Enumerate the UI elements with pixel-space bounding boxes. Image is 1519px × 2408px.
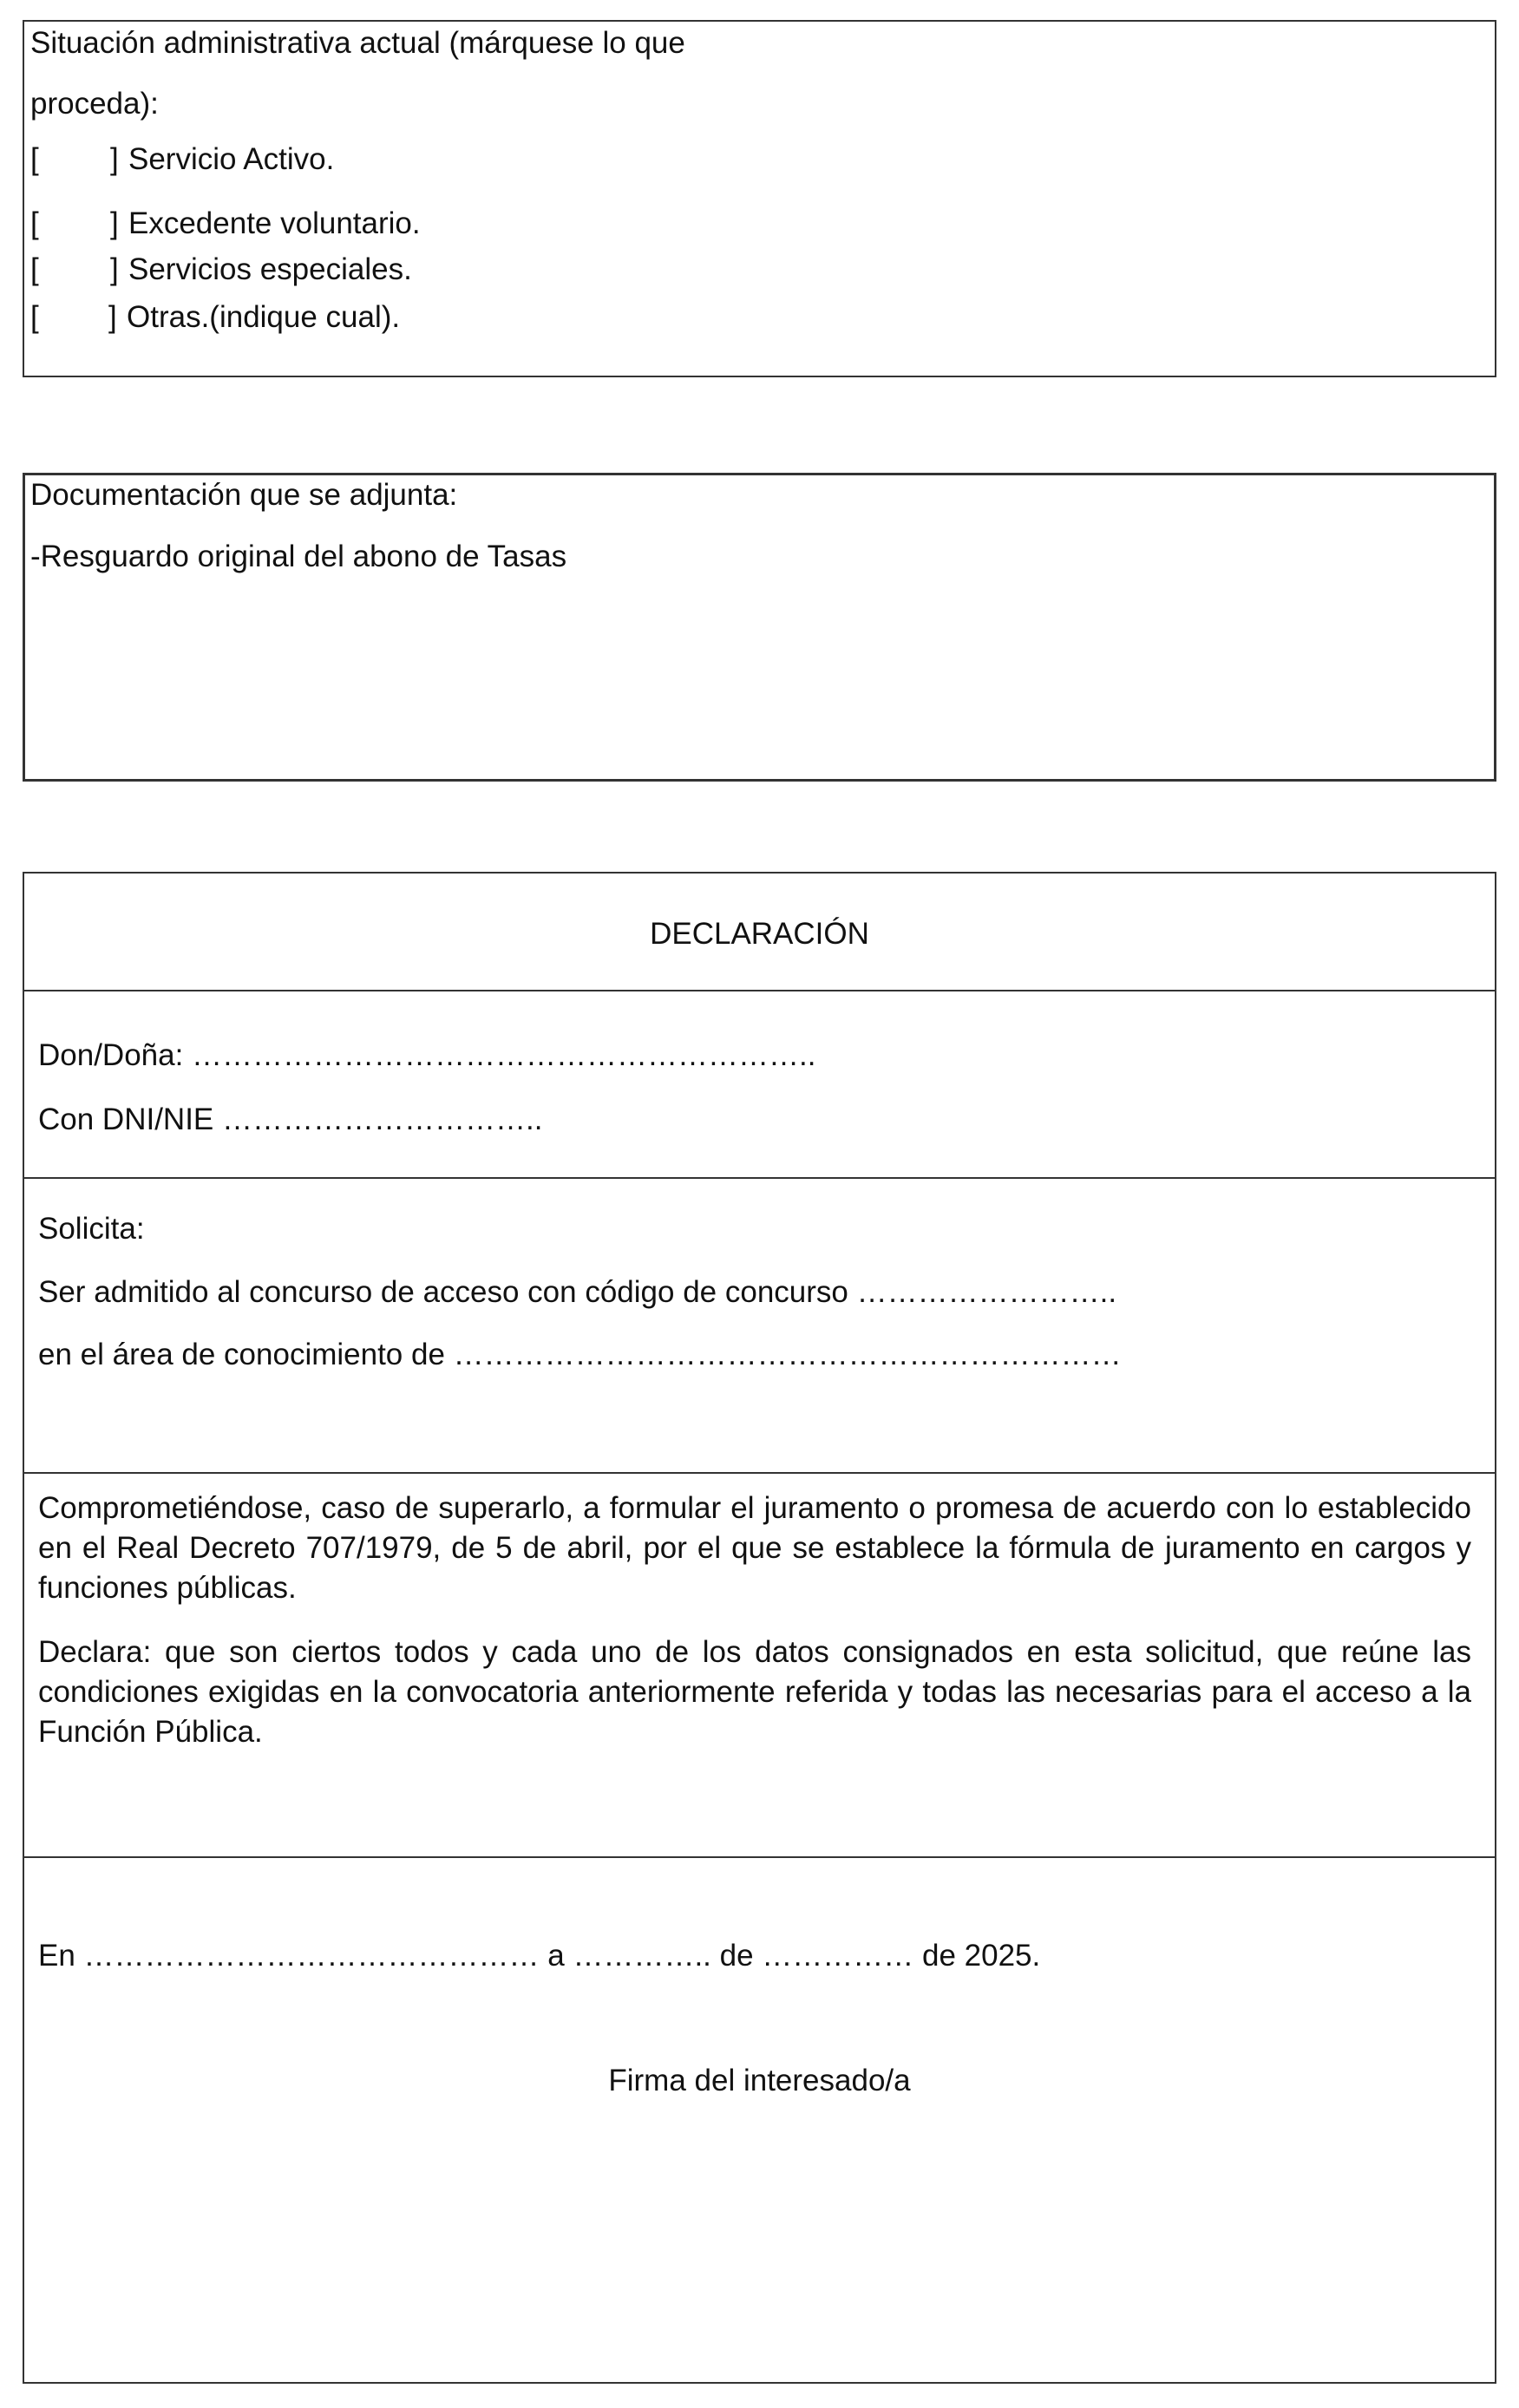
- divider: [23, 1856, 1496, 1858]
- documentacion-item: -Resguardo original del abono de Tasas: [30, 540, 567, 573]
- firma-label: Firma del interesado/a: [608, 2064, 911, 2097]
- option-label: Excedente voluntario.: [128, 206, 421, 240]
- lugar-fecha-field[interactable]: En ……………………………………… a ………….. de …………… de 2025.: [38, 1939, 1041, 1973]
- divider: [23, 1472, 1496, 1474]
- checkbox-open-bracket[interactable]: [: [30, 142, 39, 176]
- solicita-label: Solicita:: [38, 1212, 145, 1246]
- situacion-title-line1: Situación administrativa actual (márquese lo que: [30, 26, 685, 60]
- checkbox-close-bracket[interactable]: ]: [110, 142, 119, 176]
- signature-area[interactable]: [24, 2108, 1495, 2377]
- option-label: Servicios especiales.: [128, 252, 412, 286]
- area-conocimiento-field[interactable]: en el área de conocimiento de …………………………………………………………: [38, 1338, 1122, 1371]
- checkbox-open-bracket[interactable]: [: [30, 252, 39, 286]
- documentacion-box: [23, 473, 1496, 782]
- declaracion-heading: DECLARACIÓN: [650, 917, 869, 951]
- checkbox-close-bracket[interactable]: ]: [108, 300, 117, 334]
- don-dona-field[interactable]: Don/Doña: ……………………………………………………..: [38, 1038, 816, 1072]
- option-label: Otras.(indique cual).: [127, 300, 401, 334]
- compromiso-paragraph: Comprometiéndose, caso de superarlo, a formular el juramento o promesa de acuerdo con lo establecido en el Real Decreto 707/1979, de 5 de abril, por el que se establece la fórmula de juramento en cargos y funciones públicas.: [38, 1491, 1471, 1605]
- situacion-title-line2: proceda):: [30, 87, 159, 121]
- checkbox-open-bracket[interactable]: [: [30, 206, 39, 240]
- divider: [23, 1177, 1496, 1179]
- checkbox-open-bracket[interactable]: [: [30, 300, 39, 334]
- declara-paragraph: Declara: que son ciertos todos y cada uno de los datos consignados en esta solicitud, que reúne las condiciones exigidas en la convocatoria anteriormente referida y todas las necesarias para el acceso a la Función Pública.: [38, 1635, 1471, 1749]
- documentacion-title: Documentación que se adjunta:: [30, 478, 458, 512]
- divider: [23, 990, 1496, 991]
- codigo-concurso-field[interactable]: Ser admitido al concurso de acceso con código de concurso ……………………..: [38, 1275, 1117, 1309]
- option-label: Servicio Activo.: [128, 142, 335, 176]
- checkbox-close-bracket[interactable]: ]: [110, 206, 119, 240]
- checkbox-close-bracket[interactable]: ]: [110, 252, 119, 286]
- dni-nie-field[interactable]: Con DNI/NIE …………………………..: [38, 1103, 543, 1136]
